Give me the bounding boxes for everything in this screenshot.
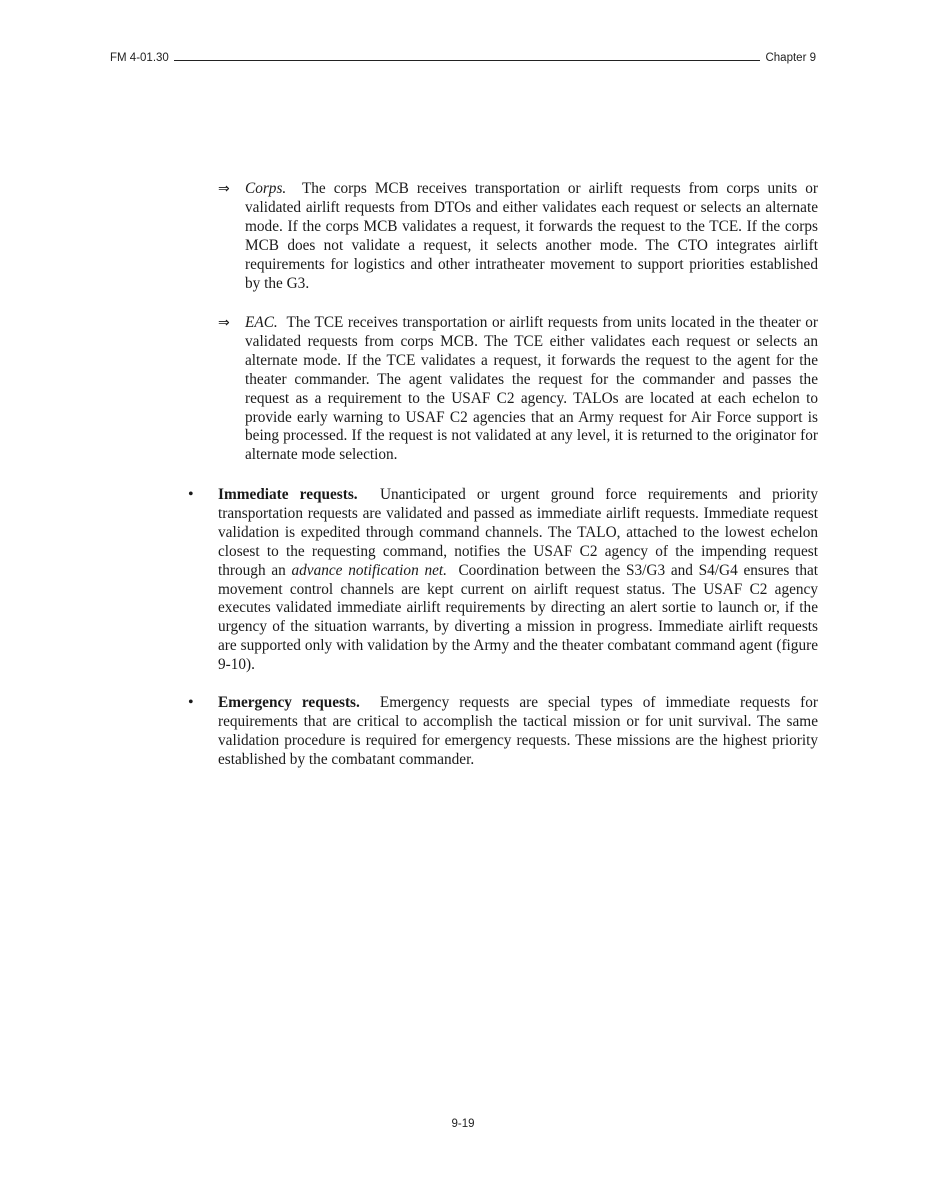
- subitem-text: [245, 180, 818, 293]
- header-manual-id: FM 4-01.30: [110, 52, 169, 64]
- subitem-corps: [218, 180, 818, 293]
- bullet-text: [218, 486, 818, 675]
- subitem-body: The TCE receives transportation or airlift requests from units located in the theater or validated requests from corps MCB. The TCE either validates each request or selects an alternate mode. If the TCE validates a request, it forwards the request to the agent for the theater commander. The agent validates the request for the commander and passes the request as a requirement to the USAF C2 agency. TALOs are located at each echelon to provide early warning to USAF C2 agencies that an Army request for Air Force support is being processed. If the request is not validated at any level, it is returned to the originator for alternate mode selection.: [245, 314, 818, 464]
- bullet-icon: •: [188, 486, 194, 503]
- subitem-eac: [218, 314, 818, 465]
- subitem-title: EAC.: [245, 314, 278, 331]
- subitem-body: The corps MCB receives transportation or airlift requests from corps units or validated airlift requests from DTOs and either validates each request or selects an alternate mode. If the corps MCB validates a request, it forwards the request to the TCE. If the corps MCB does not validate a request, it selects another mode. The CTO integrates airlift requirements for logistics and other intratheater movement to support priorities established by the G3.: [245, 180, 818, 292]
- header-rule: [174, 60, 761, 61]
- subitem-text: [245, 314, 818, 465]
- bullet-icon: •: [188, 694, 194, 711]
- bullet-body-1: Unanticipated or urgent ground force requirements and priority transportation requests are validated and passed as immediate airlift requests. Immediate request validation is expedited through command channels. The TALO, attached to the lowest echelon closest to the requesting command, notifies the USAF C2 agency of the impending request through an: [218, 486, 818, 579]
- arrow-bullet-icon: ⇒: [218, 315, 230, 331]
- arrow-bullet-icon: ⇒: [218, 181, 230, 197]
- bullet-body-2: Coordination between the S3/G3 and S4/G4 ensures that movement control channels are kept current on airlift request status. The USAF C2 agency executes validated immediate airlift requirements by directing an alert sortie to launch or, if the urgency of the situation warrants, by diverting a mission in progress. Immediate airlift requests are supported only with validation by the Army and the theater combatant command agent (figure 9-10).: [218, 561, 819, 674]
- bullet-body: Emergency requests are special types of immediate requests for requirements that are critical to accomplish the tactical mission or for unit survival. The same validation procedure is required for emergency requests. These missions are the highest priority established by the combatant commander.: [218, 694, 819, 768]
- subitem-title: Corps.: [245, 180, 287, 197]
- header-chapter: Chapter 9: [765, 52, 816, 64]
- bullet-text: [218, 694, 818, 770]
- bullet-emergency-requests: [188, 694, 818, 770]
- page-number: 9-19: [451, 1118, 475, 1130]
- bullet-title: Emergency requests.: [218, 694, 360, 711]
- page-header: [110, 52, 816, 64]
- bullet-immediate-requests: [188, 486, 818, 675]
- bullet-title: Immediate requests.: [218, 486, 358, 503]
- bullet-italic-term: advance notification net.: [291, 561, 447, 579]
